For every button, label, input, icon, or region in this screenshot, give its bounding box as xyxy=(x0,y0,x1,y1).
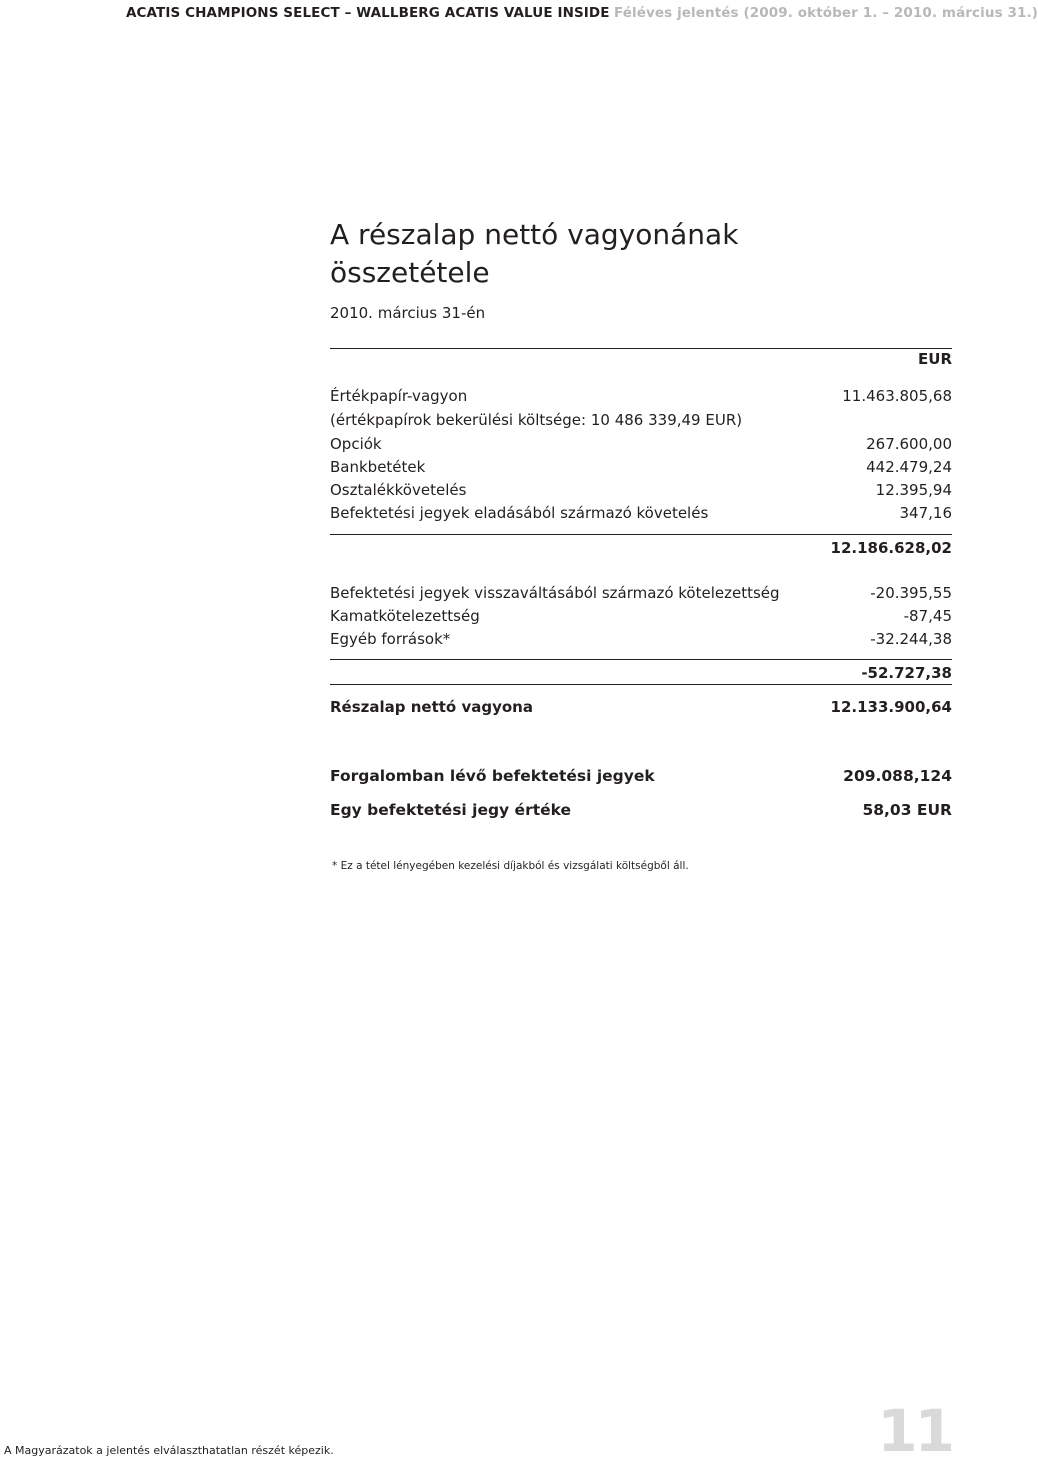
assets-total-rule xyxy=(330,534,952,535)
liabilities-total-value: -52.727,38 xyxy=(861,664,952,682)
assets-total-row xyxy=(330,537,952,559)
row-label: Bankbetétek xyxy=(330,458,426,476)
row-label: Osztalékkövetelés xyxy=(330,481,467,499)
table-top-rule xyxy=(330,348,952,349)
row-label: Befektetési jegyek eladásából származó követelés xyxy=(330,504,709,522)
units-outstanding-row xyxy=(330,765,952,787)
unit-value-row xyxy=(330,799,952,821)
row-label: Opciók xyxy=(330,435,382,453)
table-row xyxy=(330,456,952,478)
report-period: Féléves jelentés (2009. október 1. – 2010. március 31.) xyxy=(613,5,1038,21)
row-value: 442.479,24 xyxy=(866,458,952,476)
row-value: -32.244,38 xyxy=(870,630,952,648)
table-row xyxy=(330,628,952,650)
footnote: * Ez a tétel lényegében kezelési díjakból és vizsgálati költségből áll. xyxy=(332,860,689,872)
row-value: 12.395,94 xyxy=(875,481,952,499)
row-label: Befektetési jegyek visszaváltásából származó kötelezettség xyxy=(330,584,780,602)
liabilities-total-rule xyxy=(330,659,952,660)
liabilities-total-row xyxy=(330,662,952,684)
page-number: 11 xyxy=(877,1397,952,1465)
net-assets-label: Részalap nettó vagyona xyxy=(330,698,533,716)
table-row xyxy=(330,502,952,524)
table-row xyxy=(330,409,952,431)
table-row xyxy=(330,605,952,627)
net-assets-row xyxy=(330,696,952,718)
row-value: -87,45 xyxy=(903,607,952,625)
unit-value-label: Egy befektetési jegy értéke xyxy=(330,801,572,819)
table-row xyxy=(330,385,952,407)
units-outstanding-value: 209.088,124 xyxy=(843,767,952,785)
page-title: A részalap nettó vagyonának összetétele xyxy=(330,218,739,289)
net-assets-value: 12.133.900,64 xyxy=(830,698,952,716)
row-label: Egyéb források* xyxy=(330,630,451,648)
row-label: (értékpapírok bekerülési költsége: 10 486 339,49 EUR) xyxy=(330,411,743,429)
row-label: Értékpapír-vagyon xyxy=(330,387,468,405)
row-value: 347,16 xyxy=(899,504,952,522)
fund-name: ACATIS CHAMPIONS SELECT – WALLBERG ACATIS VALUE INSIDE xyxy=(126,5,610,21)
assets-total-value: 12.186.628,02 xyxy=(830,539,952,557)
row-value: 267.600,00 xyxy=(866,435,952,453)
unit-value-value: 58,03 EUR xyxy=(862,801,952,819)
table-row xyxy=(330,479,952,501)
page-header xyxy=(126,5,1038,21)
bottom-note: A Magyarázatok a jelentés elválaszthatatlan részét képezik. xyxy=(4,1444,334,1457)
row-label: Kamatkötelezettség xyxy=(330,607,480,625)
row-value: -20.395,55 xyxy=(870,584,952,602)
units-outstanding-label: Forgalomban lévő befektetési jegyek xyxy=(330,767,655,785)
net-assets-rule xyxy=(330,684,952,685)
row-value: 11.463.805,68 xyxy=(842,387,952,405)
page-subtitle: 2010. március 31-én xyxy=(330,304,486,322)
table-row xyxy=(330,582,952,604)
currency-header: EUR xyxy=(918,350,952,368)
table-row xyxy=(330,433,952,455)
